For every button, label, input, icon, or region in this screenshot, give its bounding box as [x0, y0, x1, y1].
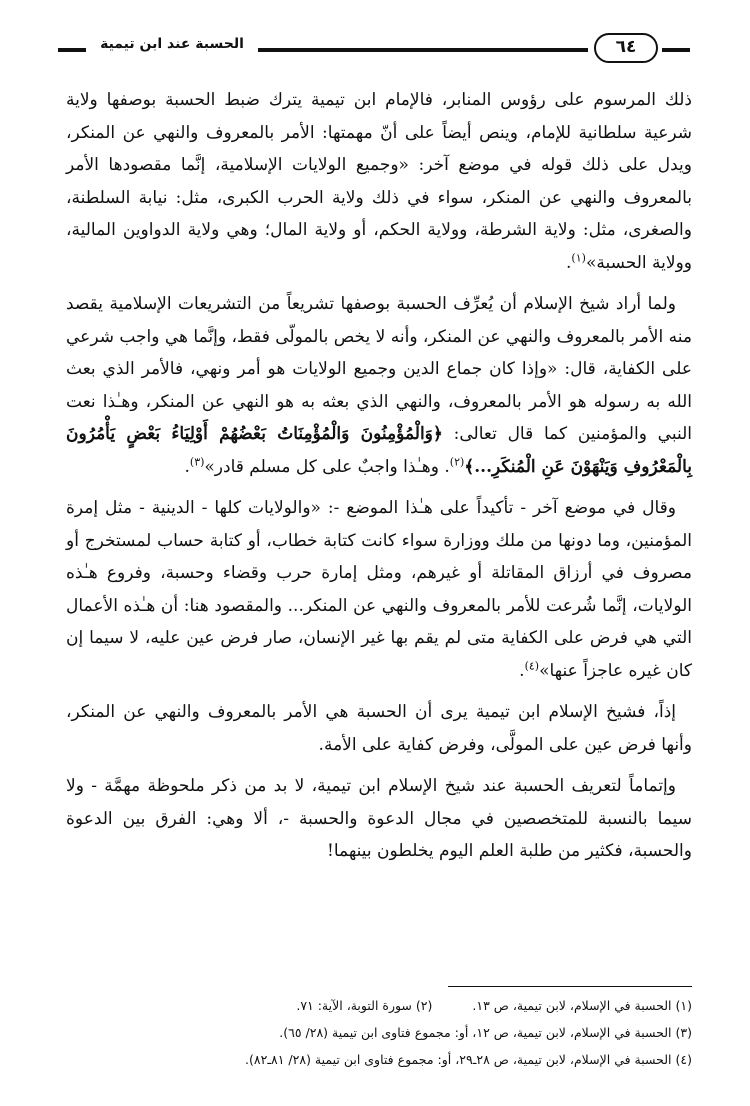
quran-verse: ﴿وَالْمُؤْمِنُونَ وَالْمُؤْمِنَاتُ بَعْضُهُمْ أَوْلِيَاءُ بَعْضٍ يَأْمُرُونَ بِالْمَعْرُوفِ وَيَنْهَوْنَ عَنِ الْمُنكَرِ...﴾ — [66, 424, 692, 477]
paragraph-text: ولما أراد شيخ الإسلام أن يُعرِّف الحسبة بوصفها تشريعاً من التشريعات الإسلامية يقصد منه الأمر بالمعروف والنهي عن المنكر، وأنه لا يخص بالمولّى فقط، وإنَّما هي واجب شرعي على الكفاية، قال: «وإذا كان جماع الدين وجميع الولايات هو أمر ونهي، فالأمر الذي بعث الله به رسوله هو الأمر بالمعروف، والنهي الذي بعثه به هو النهي عن المنكر، وهـٰذا نعت النبي والمؤمنين كما قال تعالى: — [66, 294, 692, 444]
footnote-4: (٤) الحسبة في الإسلام، لابن تيمية، ص ٢٨ـ٢٩، أو: مجموع فتاوى ابن تيمية (٢٨/ ٨١ـ٨٢). — [245, 1052, 692, 1067]
footnote-line — [66, 992, 692, 1019]
footnote-marker: (٣) — [189, 454, 205, 468]
footnote-2: (٢) سورة التوبة، الآية: ٧١. — [296, 998, 433, 1013]
footnote-marker: (٢) — [449, 454, 465, 468]
paragraph — [66, 84, 692, 279]
header-rule-left — [58, 48, 86, 52]
paragraph — [66, 492, 692, 687]
header-rule-middle — [258, 48, 588, 52]
paragraph-text: وقال في موضع آخر - تأكيداً على هـٰذا الموضع -: «والولايات كلها - الدينية - مثل إمرة المؤمنين، وما دونها من ملك ووزارة سواء كانت كتابة خطاب، أو كتابة حساب لمستخرج أو مصروف في أرزاق المقاتلة أو غيرهم، ومثل إمارة حرب وقضاء وحسبة، وفروع هـٰذه الولايات، إنَّما شُرعت للأمر بالمعروف والنهي عن المنكر... والمقصود هنا: أن هـٰذه الأعمال التي هي فرض على الكفاية متى لم يقم بها غير الإنسان، صار فرض عين عليه، لا سيما إن كان غيره عاجزاً عنها» — [66, 498, 692, 681]
paragraph-text: إذاً، فشيخ الإسلام ابن تيمية يرى أن الحسبة هي الأمر بالمعروف والنهي عن المنكر، وأنها فرض عين على المولَّى، وفرض كفاية على الأمة. — [66, 702, 692, 755]
running-title: الحسبة عند ابن تيمية — [100, 36, 244, 52]
footnote-separator — [448, 986, 692, 987]
page-header — [58, 30, 690, 70]
paragraph-text: . — [184, 456, 190, 477]
paragraph — [66, 770, 692, 868]
paragraph — [66, 288, 692, 483]
footnotes — [66, 992, 692, 1073]
header-rule-right — [662, 48, 690, 52]
paragraph-text: . — [519, 660, 525, 681]
footnote-marker: (٤) — [524, 658, 540, 672]
paragraph-text: وإتماماً لتعريف الحسبة عند شيخ الإسلام ابن تيمية، لا بد من ذكر ملحوظة مهمَّة - ولا سيما بالنسبة للمتخصصين في مجال الدعوة والحسبة -، ألا وهي: الفرق بين الدعوة والحسبة، فكثير من طلبة العلم اليوم يخلطون بينهما! — [66, 776, 692, 861]
footnote-3: (٣) الحسبة في الإسلام، لابن تيمية، ص ١٢، أو: مجموع فتاوى ابن تيمية (٢٨/ ٦٥). — [279, 1025, 692, 1040]
paragraph-text: . — [566, 252, 572, 273]
footnote-marker: (١) — [571, 250, 586, 264]
page-number: ٦٤ — [594, 33, 658, 63]
paragraph-text: ذلك المرسوم على رؤوس المنابر، فالإمام ابن تيمية يترك ضبط الحسبة بوصفها ولاية شرعية سلطانية للإمام، وينص أيضاً على أنّ مهمتها: الأمر بالمعروف والنهي عن المنكر، ويدل على ذلك قوله في موضع آخر: «وجميع الولايات الإسلامية، إنَّما مقصودها الأمر بالمعروف والنهي عن المنكر، سواء في ذلك ولاية الحرب الكبرى، مثل: نيابة السلطنة، والصغرى، مثل: ولاية الشرطة، وولاية الحكم، أو ولاية المال؛ وهي ولاية الدواوين المالية، وولاية الحسبة» — [66, 90, 692, 273]
footnote-1: (١) الحسبة في الإسلام، لابن تيمية، ص ١٣. — [472, 998, 692, 1013]
footnote-line — [66, 1019, 692, 1046]
main-text — [66, 84, 692, 877]
footnote-line — [66, 1046, 692, 1073]
paragraph-text: . وهـٰذا واجبٌ على كل مسلم قادر» — [204, 456, 450, 477]
paragraph — [66, 696, 692, 761]
